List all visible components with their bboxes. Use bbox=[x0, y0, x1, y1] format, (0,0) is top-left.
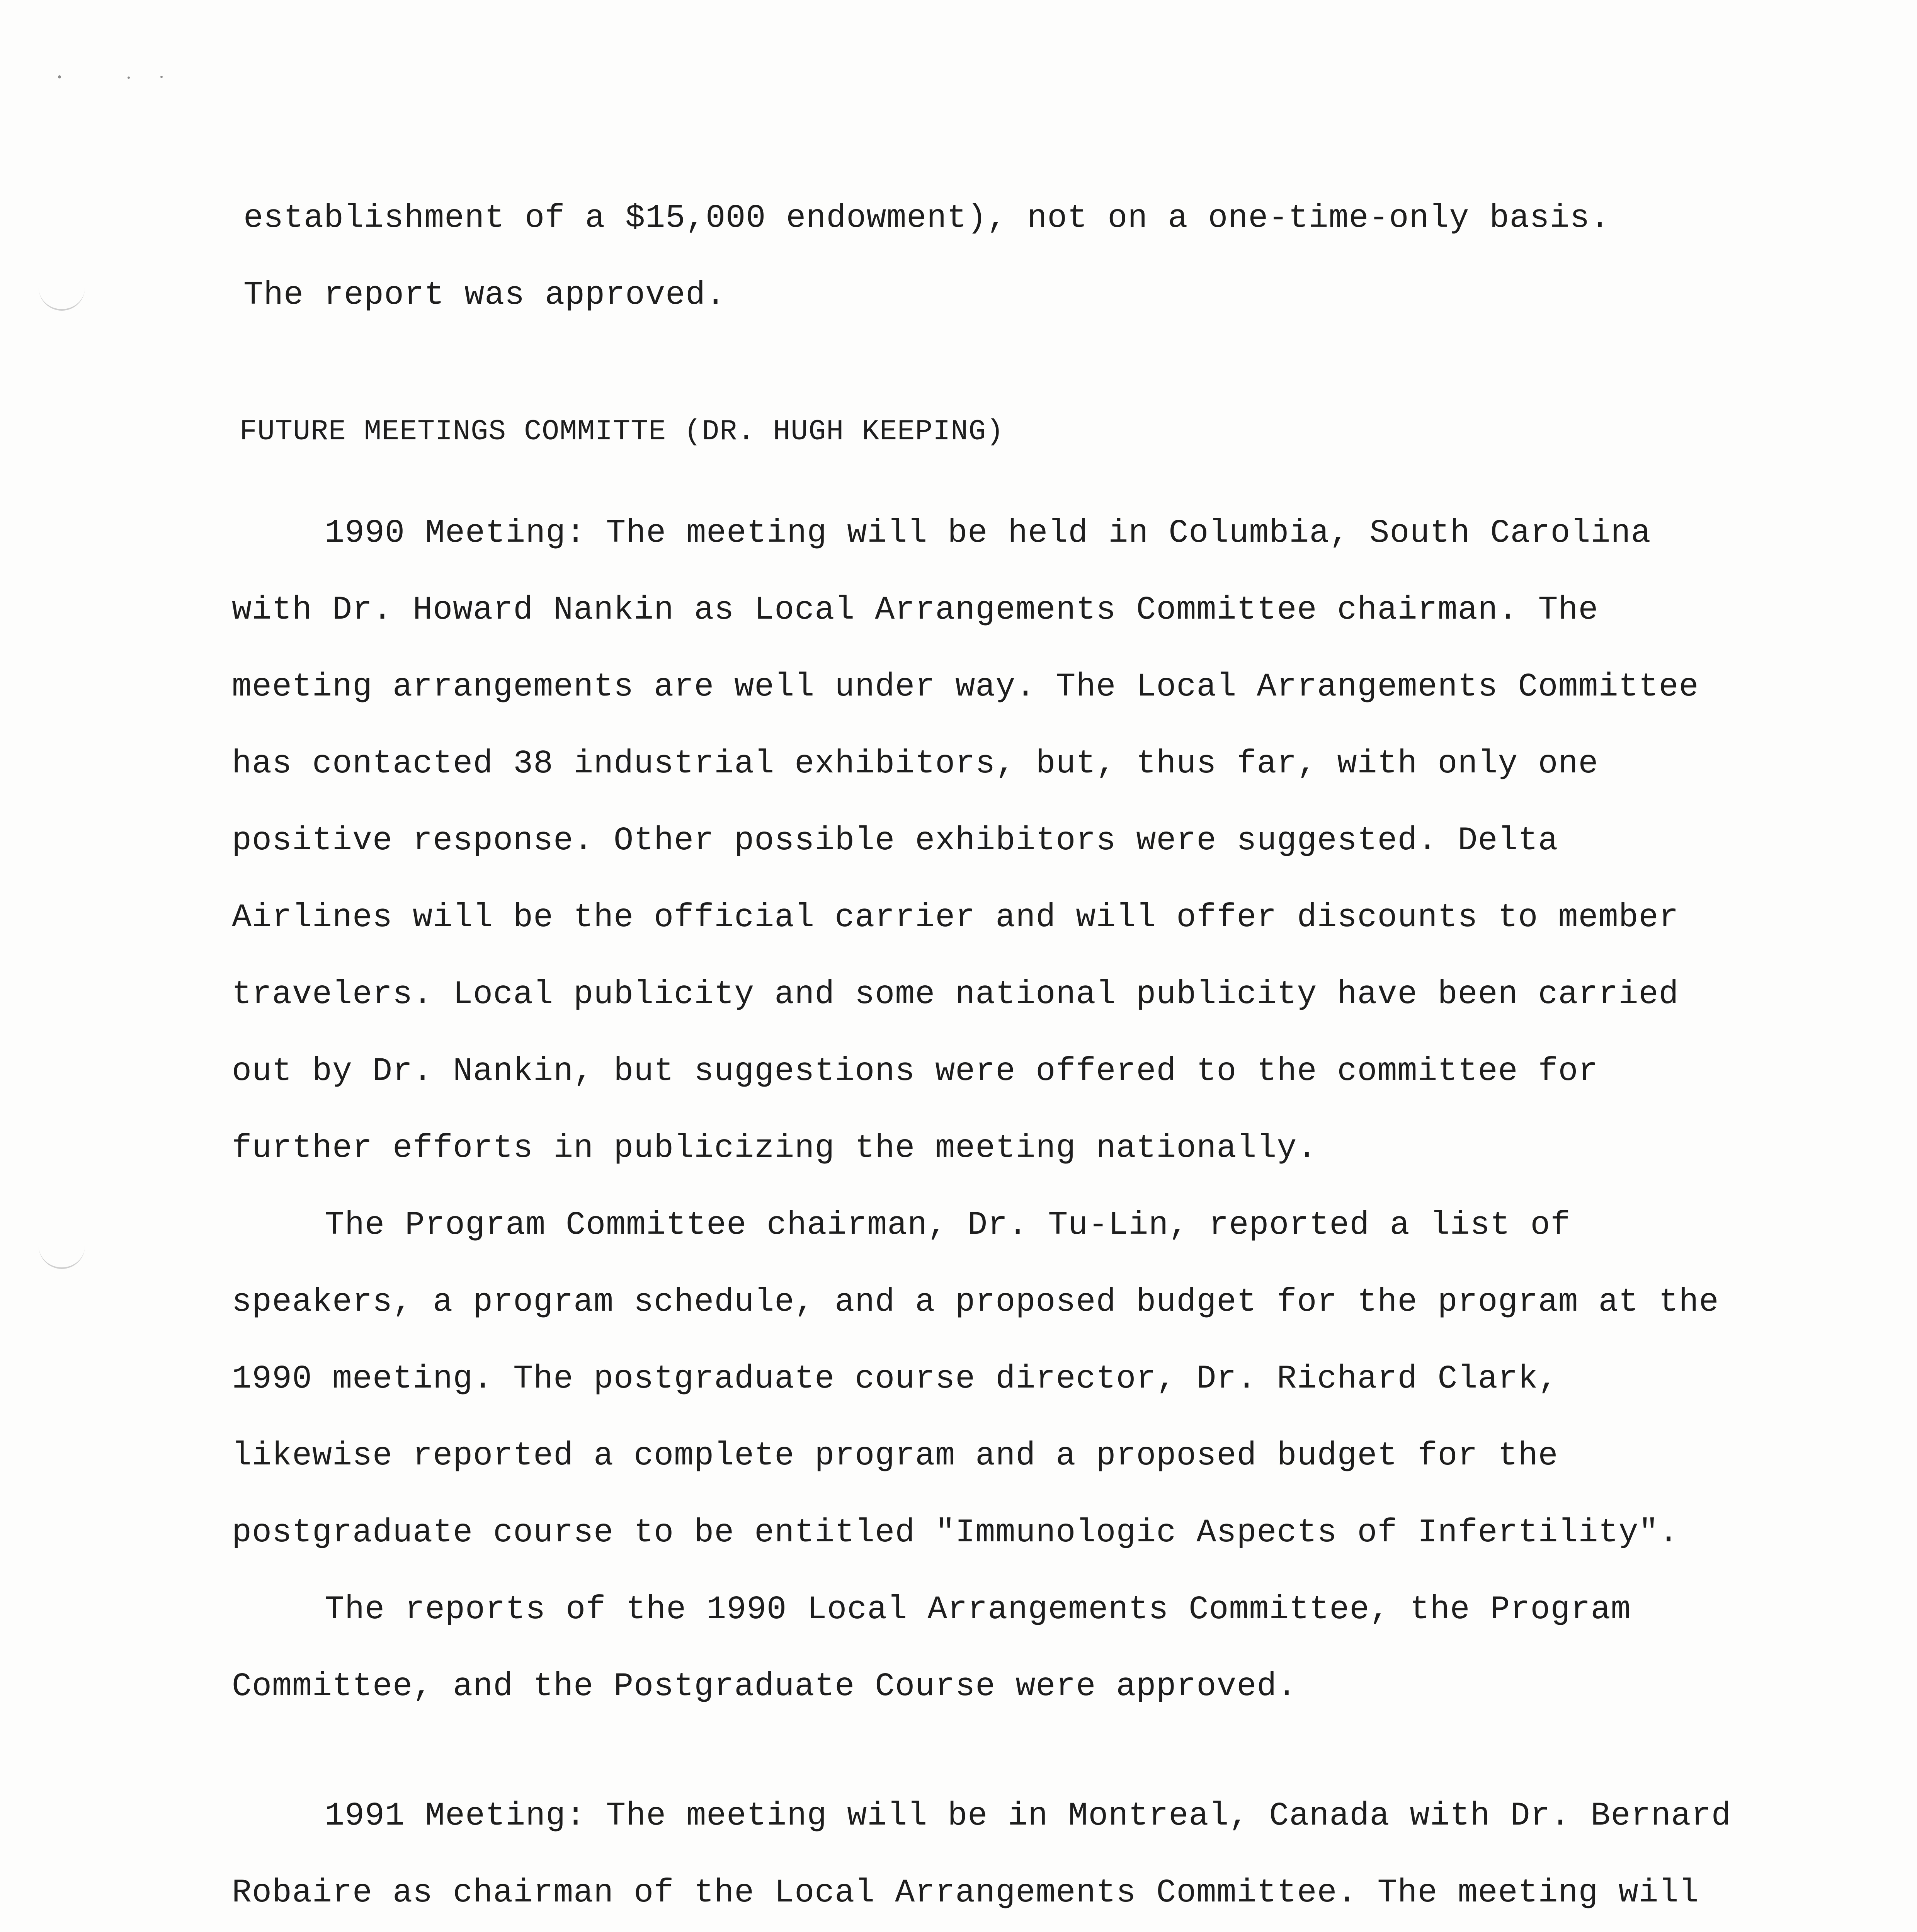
scan-speck bbox=[58, 75, 61, 78]
binder-hole-mark bbox=[39, 286, 85, 311]
scan-speck bbox=[160, 76, 163, 78]
paragraph-program-committee: The Program Committee chairman, Dr. Tu-Lin, reported a list of speakers, a program schedule, and a proposed budget for the program at the 1990 meeting. The postgraduate course director, Dr. Richard Clark, likewise reported a complete program and a proposed budget for the postgraduate course to be entitled "Immunologic Aspects of Infertility". bbox=[232, 1206, 1719, 1551]
meeting-1991-block bbox=[232, 1777, 1739, 1932]
binder-hole-mark bbox=[39, 1244, 85, 1269]
paragraph-1990-meeting: 1990 Meeting: The meeting will be held in Columbia, South Carolina with Dr. Howard Nankin as Local Arrangements Committee chairman. The meeting arrangements are well under way. The Local Arrangements Committee has contacted 38 industrial exhibitors, but, thus far, with only one positive response. Other possible exhibitors were suggested. Delta Airlines will be the official carrier and will offer discounts to member travelers. Local publicity and some national publicity have been carried out by Dr. Nankin, but suggestions were offered to the committee for further efforts in publicizing the meeting nationally. bbox=[232, 514, 1699, 1167]
scan-speck bbox=[128, 77, 130, 79]
intro-paragraph-block bbox=[243, 180, 1654, 333]
intro-paragraph: establishment of a $15,000 endowment), not on a one-time-only basis. The report was approved. bbox=[243, 199, 1610, 314]
meeting-1990-block bbox=[232, 495, 1739, 1725]
paragraph-1991-meeting: 1991 Meeting: The meeting will be in Montreal, Canada with Dr. Bernard Robaire as chairman of the Local Arrangements Committee. The meeting will bbox=[232, 1797, 1732, 1912]
section-heading: FUTURE MEETINGS COMMITTE (DR. HUGH KEEPING) bbox=[240, 415, 1004, 448]
paragraph-reports-approved: The reports of the 1990 Local Arrangements Committee, the Program Committee, and the Postgraduate Course were approved. bbox=[232, 1591, 1631, 1705]
